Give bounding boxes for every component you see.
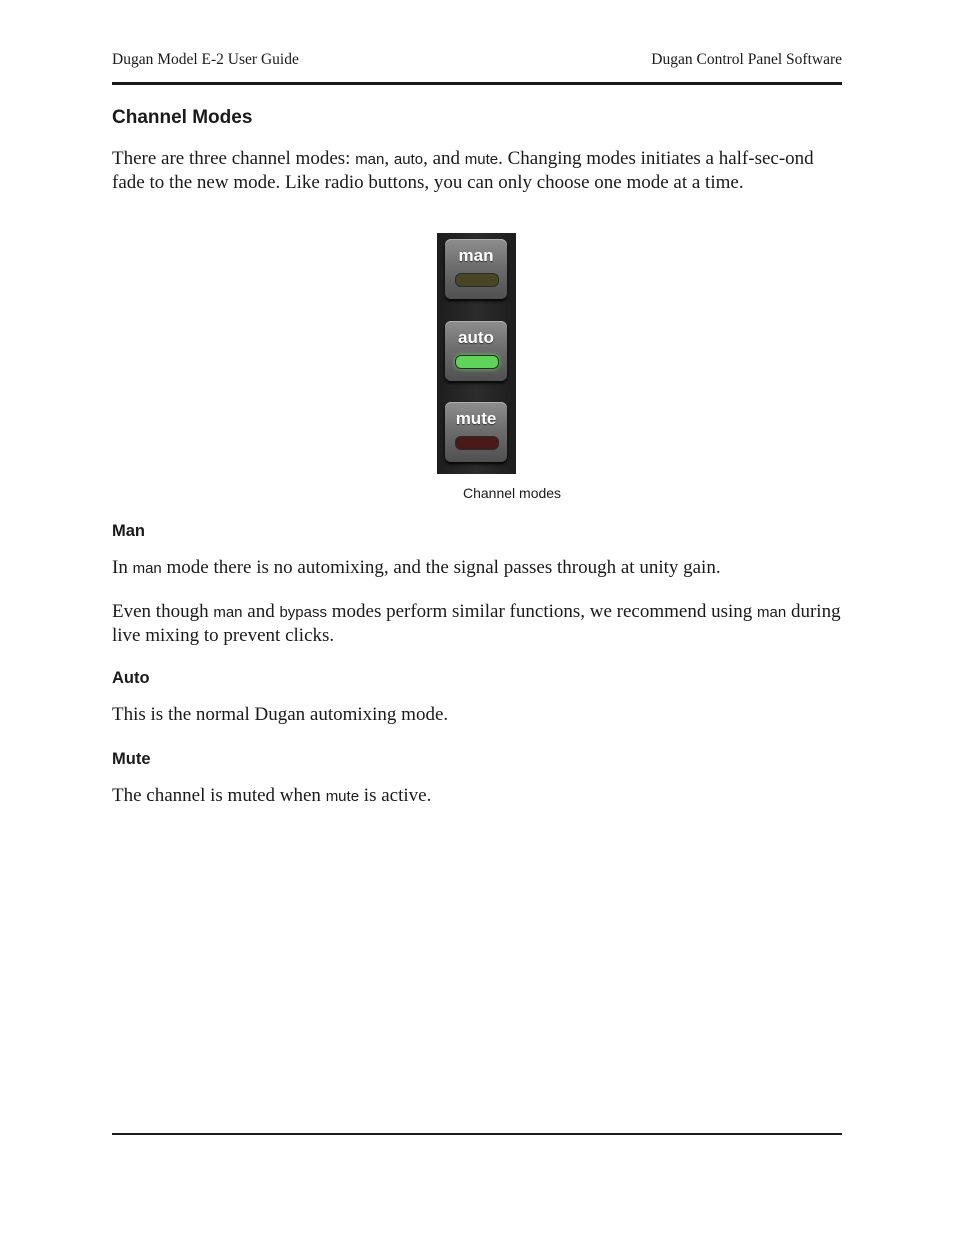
mode-term: bypass xyxy=(279,604,327,621)
mode-term: man xyxy=(132,560,162,577)
figure-caption: Channel modes xyxy=(463,485,562,501)
man-led-indicator xyxy=(455,273,499,287)
mute-heading: Mute xyxy=(112,750,151,768)
mute-button-label: mute xyxy=(455,409,497,428)
auto-led-indicator xyxy=(455,355,499,369)
auto-button[interactable] xyxy=(445,321,507,381)
mute-led-indicator xyxy=(455,436,499,450)
man-paragraph-2: Even though man and bypass modes perform similar functions, we recommend using man during live mixing to prevent clicks. xyxy=(112,601,841,646)
man-paragraph-1: In man mode there is no automixing, and the signal passes through at unity gain. xyxy=(112,557,721,578)
man-heading: Man xyxy=(112,522,145,540)
footer-rule xyxy=(112,1133,842,1135)
mute-button[interactable] xyxy=(445,402,507,462)
intro-paragraph: There are three channel modes: man, auto, and mute. Changing modes initiates a half-sec-ond fade to the new mode. Like radio buttons, you can only choose one mode at a time. xyxy=(112,148,814,193)
header-rule xyxy=(112,82,842,85)
mode-term: man xyxy=(213,604,243,621)
mode-term: mute xyxy=(325,788,360,805)
header-guide-title: Dugan Model E-2 User Guide xyxy=(112,51,299,68)
man-button-label: man xyxy=(458,246,494,265)
mode-term: mute xyxy=(464,151,499,168)
section-title: Channel Modes xyxy=(112,107,253,128)
header-section-title: Dugan Control Panel Software xyxy=(651,51,842,68)
auto-button-label: auto xyxy=(458,328,494,347)
channel-modes-figure xyxy=(437,233,516,474)
mute-paragraph: The channel is muted when mute is active. xyxy=(112,785,432,806)
mode-term: man xyxy=(757,604,787,621)
mode-term: auto xyxy=(393,151,424,168)
man-button[interactable] xyxy=(445,239,507,299)
mode-term: man xyxy=(355,151,385,168)
auto-heading: Auto xyxy=(112,669,150,687)
auto-paragraph: This is the normal Dugan automixing mode. xyxy=(112,704,449,725)
